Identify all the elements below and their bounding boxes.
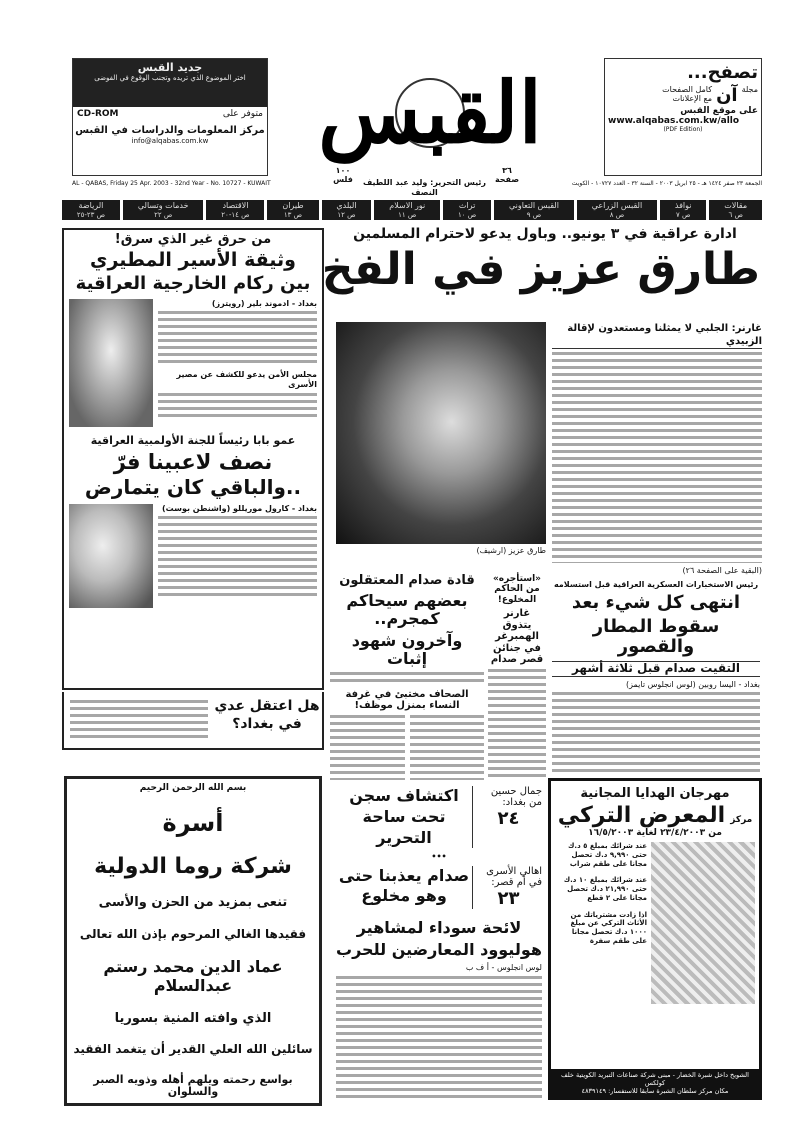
- left-ad-line: اختر الموضوع الذي تريده وتجنب الوقوع في الفوضى: [94, 74, 246, 82]
- right1-headline2: سقوط المطار والقصور: [592, 615, 720, 658]
- lead-side-head: غارنر: الجلبي لا يمثلنا ومستعدون لإقالة الزبيدي: [552, 323, 762, 349]
- nav-page: ص ٧: [675, 210, 691, 219]
- mid1-headline1: بعضهم سيحاكم كمجرم..: [346, 590, 468, 629]
- editor: رئيس التحرير: وليد عبد اللطيف النصف: [362, 178, 487, 197]
- brief-1-label: جمال حسين من بغداد:: [490, 786, 542, 808]
- nav-section-4[interactable]: [443, 200, 491, 220]
- brief-2-page: ٢٣: [497, 887, 520, 909]
- mid1-sub: الصحاف مختبئ في غرفة النساء بمنزل موظف!: [345, 688, 469, 711]
- mid1-story: [330, 574, 484, 780]
- obit-line5: بواسع رحمته ويلهم أهله وذويه الصبر والسلوان: [93, 1072, 293, 1099]
- section-nav: [62, 200, 762, 220]
- nav-label: الاقتصاد: [222, 201, 249, 210]
- date-ar: الجمعة ٢٣ صفر ١٤٢٤ هـ - ٢٥ ابريل ٢٠٠٣ - السنة ٣٢ - العدد ١٠٧٢٧ - الكويت: [571, 180, 762, 187]
- ad-footer-1: الشويخ داخل شبرة الخضار - مبنى شركة صناعات التبريد الكويتية خلف كولكس: [561, 1071, 749, 1087]
- mid1-headline2: وآخرون شهود إثبات: [351, 630, 463, 669]
- left2-headline1: نصف لاعبينا فرّ: [113, 450, 273, 475]
- nav-label: طيران: [282, 201, 304, 210]
- left-ad-cd-label: متوفر على: [222, 109, 263, 119]
- obit-family: أسرة: [162, 808, 224, 837]
- left3-headline2: في بغداد؟: [232, 716, 302, 733]
- nav-page: ص ١٤-٢٠: [221, 210, 250, 219]
- mid1-body3: [330, 715, 405, 781]
- lead-kicker: ادارة عراقية في ٣ يونيو.. وباول يدعو لاحترام المسلمين: [353, 226, 737, 242]
- right1-byline: بغداد - اليسا روبين (لوس انجلوس تايمز): [626, 679, 760, 689]
- nav-page: ص ٨: [609, 210, 625, 219]
- obit-line2: فقيدها الغالي المرحوم بإذن الله تعالى: [79, 926, 307, 941]
- nav-label: القبس الزراعي: [591, 201, 643, 210]
- lead-photo: [336, 322, 546, 544]
- left1-photo: [69, 299, 153, 427]
- separator: •••: [431, 852, 447, 862]
- left1-byline: بغداد - ادموند بلير (رويترز): [211, 299, 317, 309]
- obit-verse: بسم الله الرحمن الرحيم: [139, 783, 247, 793]
- left1-body: [158, 311, 317, 367]
- nav-page: ص ١١: [398, 210, 417, 219]
- obituary-box: [64, 776, 322, 1106]
- obit-line3: الذي وافته المنية بسوريا: [114, 1010, 272, 1026]
- lead-caption: طارق عزيز (ارشيف): [476, 546, 546, 555]
- left-story-box: [62, 228, 324, 690]
- lead-right-column: [552, 323, 762, 575]
- ad-dates: من ٢٣/٤/٢٠٠٣ لغاية ١٦/٥/٢٠٠٣: [588, 828, 722, 838]
- right1-story: [552, 580, 760, 772]
- nav-section-3[interactable]: [494, 200, 574, 220]
- mid1-body: [330, 672, 484, 686]
- nav-section-10[interactable]: [62, 200, 120, 220]
- brief-1[interactable]: [336, 786, 542, 848]
- brief-1-headline: اكتشاف سجن تحت ساحة التحرير: [349, 786, 459, 847]
- hollywood-headline2: هوليوود المعارضين للحرب: [336, 939, 542, 959]
- nav-section-5[interactable]: [374, 200, 440, 220]
- mid-lower-column: [336, 786, 542, 1100]
- nav-section-9[interactable]: [123, 200, 203, 220]
- mid1-kicker: قادة صدام المعتقلون: [339, 573, 475, 588]
- nav-label: تراث: [458, 201, 476, 210]
- right-ad-title: تصفح...: [687, 62, 758, 83]
- nav-page: ص ٦: [728, 210, 743, 219]
- nav-page: ص ١٠: [458, 210, 477, 219]
- nav-label: نور الاسلام: [389, 201, 426, 210]
- brief-1-page: ٢٤: [497, 808, 520, 829]
- left3-headline1: هل اعتقل عدي: [214, 698, 320, 714]
- right-ad-mag: آن: [716, 85, 738, 106]
- lead-body-right: [552, 352, 762, 563]
- ad-brand-small: مركز: [730, 815, 753, 825]
- mid2-story: [488, 574, 546, 780]
- nav-page: ص ٩: [526, 210, 542, 219]
- nav-section-7[interactable]: [267, 200, 318, 220]
- left1-kicker: من حرق غير الذي سرق!: [114, 232, 272, 247]
- mid2-body: [488, 669, 546, 780]
- lead-heading: [321, 226, 760, 320]
- mid2-headline: غارنر يتذوق الهمبرغر في جنائن قصر صدام: [490, 608, 544, 666]
- left-ad-title: جديد القبس: [137, 61, 203, 74]
- right-ad[interactable]: [604, 58, 762, 176]
- right1-sub: التقيت صدام قبل ثلاثة أشهر: [552, 661, 760, 677]
- page-count: ٣٦ صفحة: [494, 166, 520, 185]
- left-ad-cd: CD-ROM: [77, 109, 119, 119]
- nav-label: الرياضة: [78, 201, 104, 210]
- right-ad-desc: كامل الصفحات مع الإعلانات: [662, 85, 713, 103]
- lead-continued: (البقية على الصفحة ٢٦): [682, 566, 762, 575]
- ad-offer-1: عند شرائك بمبلغ ٥ د.ك حتى ٩,٩٩٠ د.ك تحصل مجانا على طقم شراب: [568, 842, 647, 868]
- left2-kicker: عمو بابا رئيساً للجنة الأولمبية العراقية: [90, 434, 296, 448]
- left2-photo: [69, 504, 153, 608]
- nav-page: ص ١٢: [337, 210, 356, 219]
- left2-body: [158, 516, 317, 596]
- nav-page: ص ٢٣-٢٥: [76, 210, 106, 219]
- hollywood-headline1: لائحة سوداء لمشاهير: [356, 917, 522, 937]
- mid2-kicker: «استأجره» من الحاكم المخلوع!: [492, 574, 541, 605]
- logo-text: القبس: [318, 63, 542, 162]
- left2-headline2: ..والباقي كان يتمارض: [84, 475, 302, 500]
- mid1-body2: [410, 715, 485, 781]
- nav-section-8[interactable]: [206, 200, 264, 220]
- left1-sub: مجلس الأمن يدعو للكشف عن مصير الأسرى: [176, 370, 317, 390]
- left-ad-url: info@alqabas.com.kw: [131, 137, 209, 145]
- price: ١٠٠ فلس: [333, 166, 353, 185]
- ad-brand: المعرض التركي: [557, 803, 726, 828]
- right-ad-site: على موقع القبس: [680, 106, 758, 116]
- nav-label: البلدي: [336, 201, 357, 210]
- obit-line4: سائلين الله العلي القدير أن يتغمد الفقيد: [73, 1042, 313, 1057]
- hollywood-body: [336, 976, 542, 1100]
- hollywood-byline: لوس انجلوس - أ ف ب: [465, 963, 542, 973]
- right-ad-url: www.alqabas.com.kw/allo: [608, 116, 740, 126]
- right1-kicker: رئيس الاستخبارات العسكرية العراقية قبل استسلامه: [553, 580, 759, 589]
- brief-2-headline: صدام يعذبنا حتى وهو مخلوع: [338, 865, 470, 906]
- ad-offer-2: عند شرائك بمبلغ ١٠ د.ك حتى ٢١,٩٩٠ د.ك تحصل مجانا على ٢ قطع: [563, 876, 647, 902]
- nav-section-1[interactable]: [660, 200, 706, 220]
- ad-top: مهرجان الهدايا المجانية: [580, 786, 730, 801]
- left1-headline2: بين ركام الخارجية العراقية: [75, 272, 311, 294]
- lead-headline: طارق عزيز في الفخ: [321, 244, 760, 296]
- left-ad-center: مركز المعلومات والدراسات في القبس: [75, 125, 265, 136]
- date-en: AL - QABAS, Friday 25 Apr. 2003 - 32nd Year - No. 10727 - KUWAIT: [72, 180, 271, 187]
- right1-body: [552, 692, 760, 772]
- obit-company: شركة روما الدولية: [94, 854, 292, 880]
- nav-label: مقالات: [724, 201, 748, 210]
- ad-footer-2: مكان مركز سلطان الشبرة سابقا للاستفسار: ٤٨٣٩١٤٩: [581, 1087, 729, 1095]
- obit-name: عماد الدين محمد رستم عبدالسلام: [103, 957, 283, 995]
- logo: [300, 58, 560, 168]
- nav-section-2[interactable]: [577, 200, 657, 220]
- obit-line1: تنعى بمزيد من الحزن والأسى: [98, 895, 288, 911]
- left2-byline: بغداد - كارول موريللو (واشنطن بوست): [161, 504, 317, 514]
- nav-section-6[interactable]: [322, 200, 372, 220]
- right-ad-mag-label: مجلة: [741, 85, 758, 94]
- left-ad[interactable]: [72, 58, 268, 176]
- brief-2-label: اهالي الأسرى في أم قصر:: [486, 865, 542, 888]
- left1-headline1: وثيقة الأسير المطيري: [90, 248, 296, 271]
- ad-product-images: [651, 842, 755, 1004]
- left3-body: [70, 700, 208, 742]
- nav-label: القبس التعاوني: [508, 201, 559, 210]
- nav-page: ص ٢٢: [154, 210, 173, 219]
- right1-headline1: انتهى كل شيء بعد: [571, 592, 741, 613]
- nav-label: خدمات وتسالي: [137, 201, 189, 210]
- ad-offer-3: اذا زادت مشترياتك من الأثاث التركي عن مبلغ ١٠٠٠ د.ك تحصل مجانا على طقم سفرة: [570, 910, 647, 945]
- nav-label: نوافذ: [674, 201, 692, 210]
- left3-heading: [214, 698, 320, 732]
- nav-section-0[interactable]: [709, 200, 762, 220]
- brief-2[interactable]: [336, 866, 542, 909]
- nav-page: ص ١٣: [283, 210, 303, 219]
- turkish-exhibition-ad[interactable]: [548, 778, 762, 1100]
- right-ad-edition: (PDF Edition): [663, 126, 703, 133]
- left1-body2: [158, 393, 317, 417]
